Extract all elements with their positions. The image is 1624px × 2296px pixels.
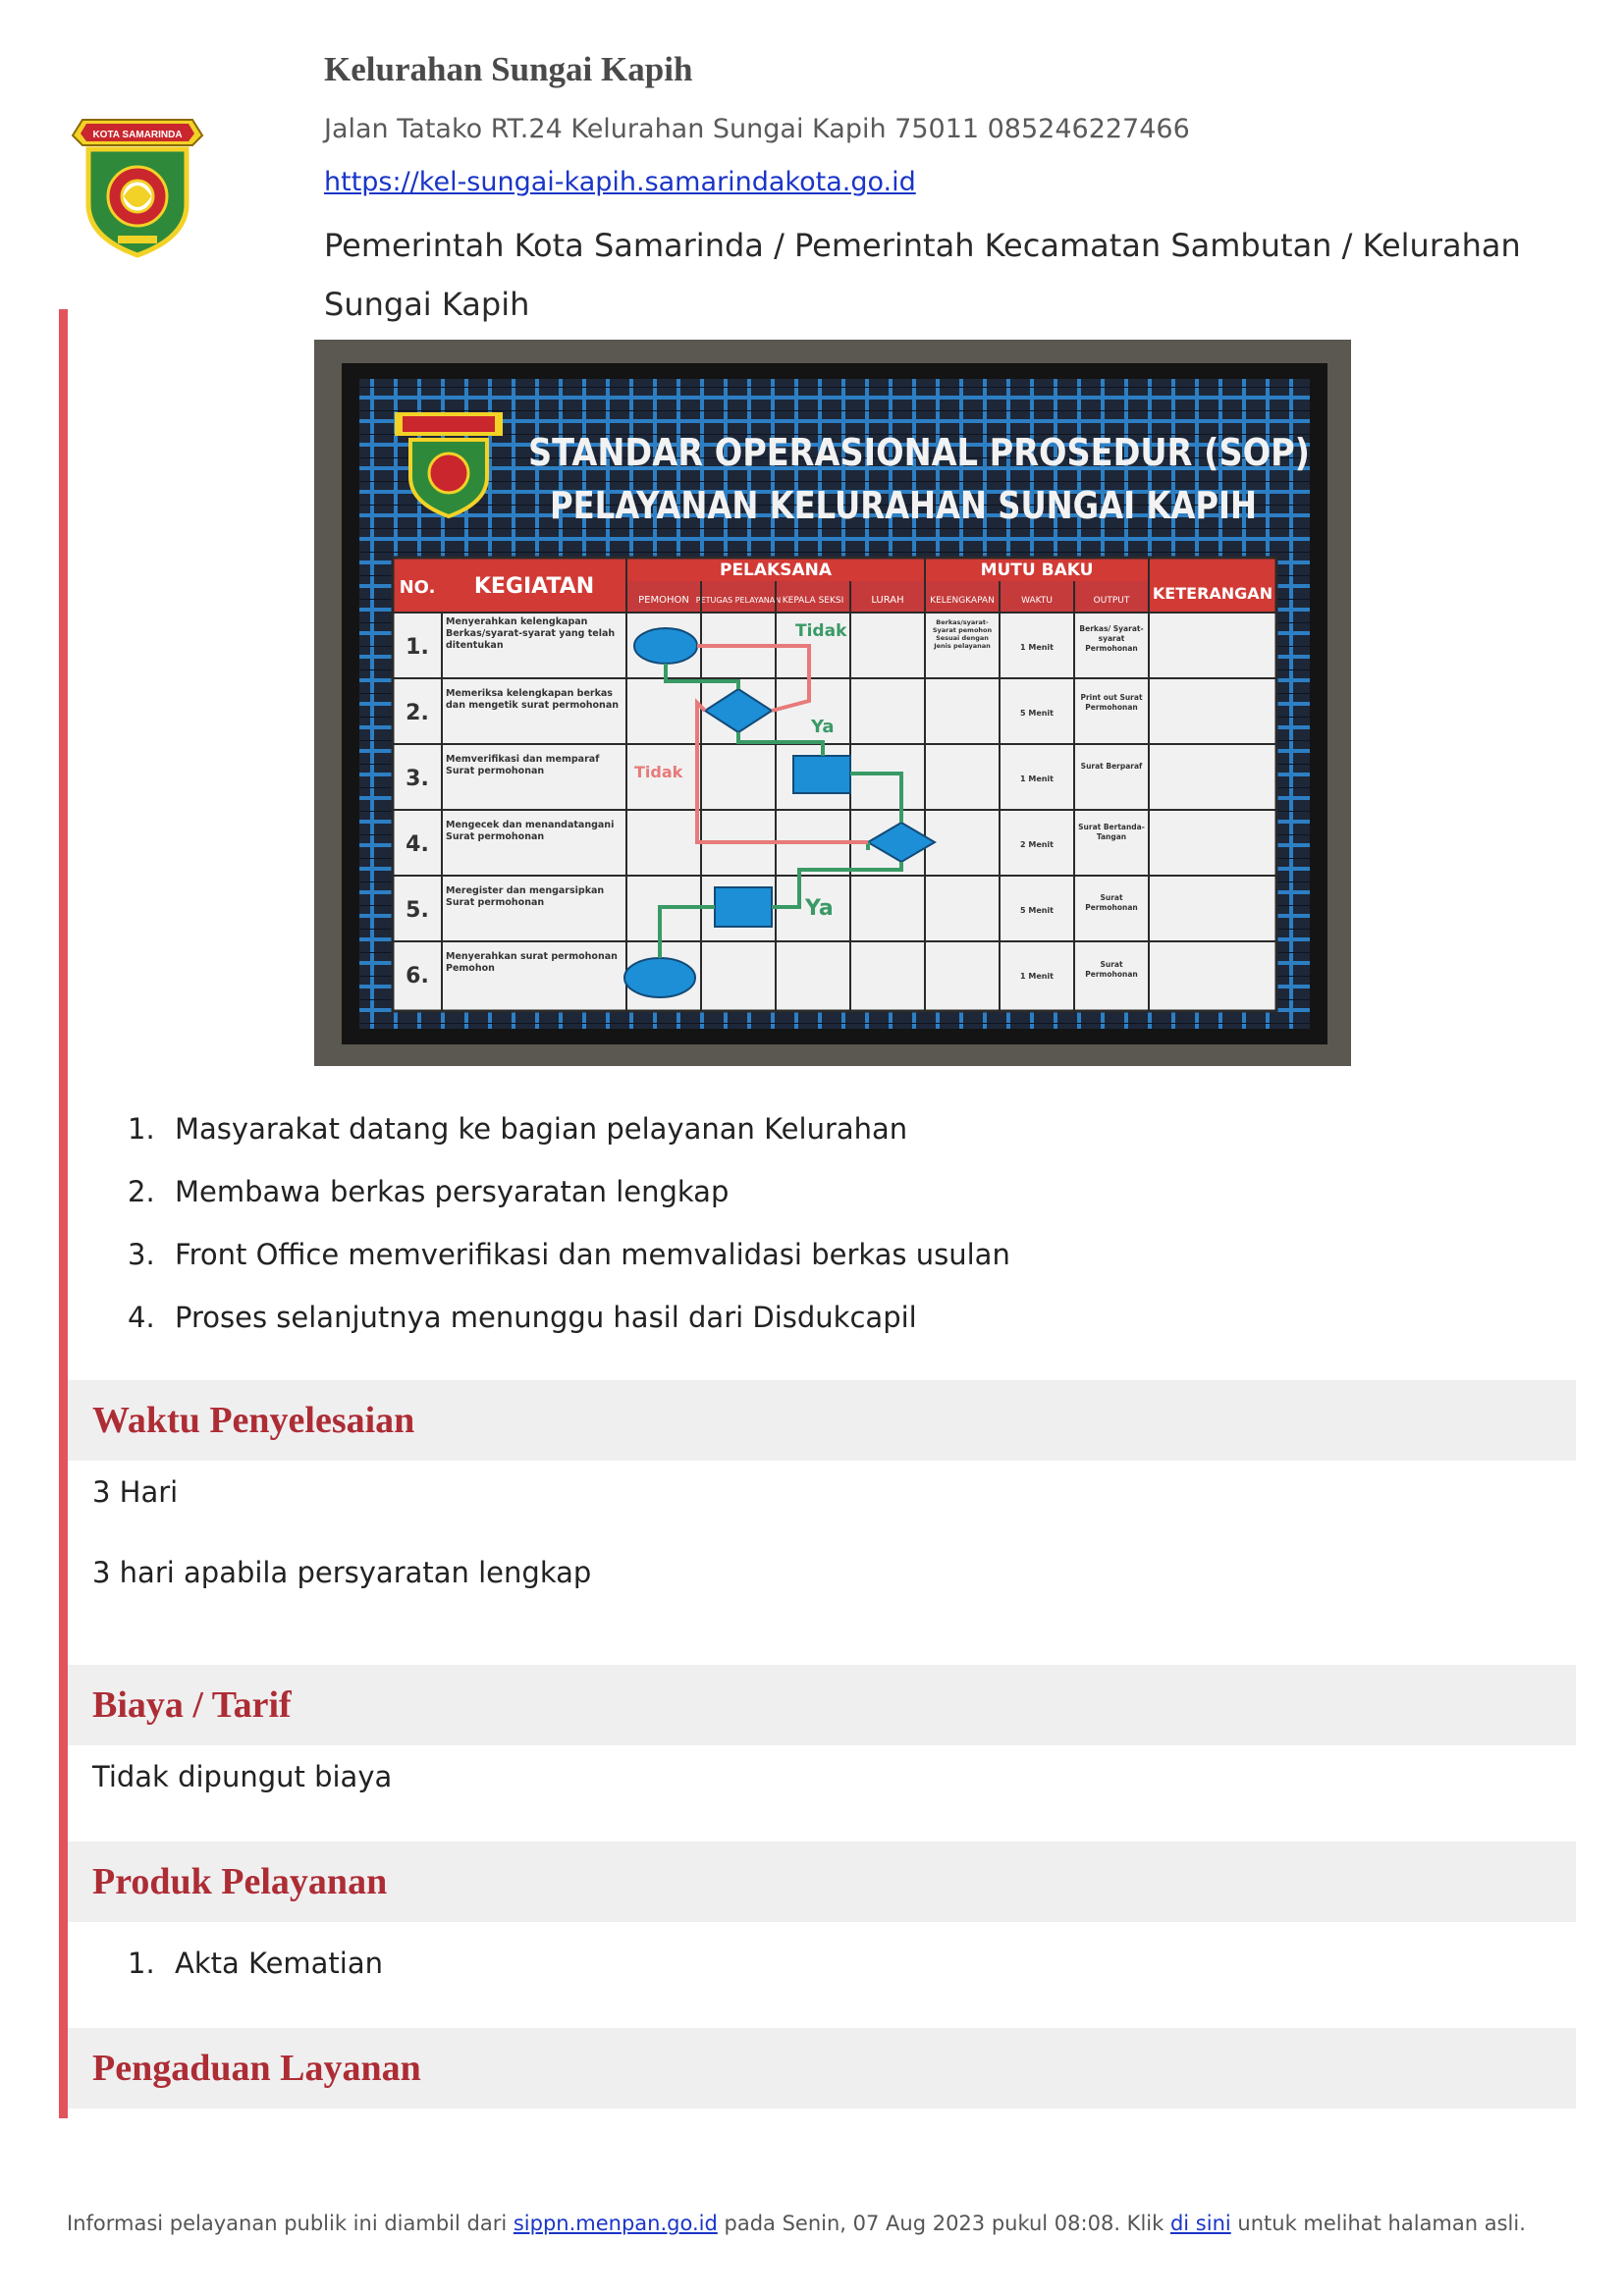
logo-banner-text: KOTA SAMARINDA [92,130,183,140]
section-waktu-title: Waktu Penyelesaian [92,1400,415,1441]
section-pengaduan-title: Pengaduan Layanan [92,2048,421,2089]
section-produk-title: Produk Pelayanan [92,1861,388,1902]
svg-text:5.: 5. [406,898,429,923]
svg-text:KETERANGAN: KETERANGAN [1152,584,1273,603]
waktu-note: 3 hari apabila persyaratan lengkap [92,1556,592,1589]
svg-text:LURAH: LURAH [871,595,904,606]
svg-text:KELENGKAPAN: KELENGKAPAN [930,596,995,606]
svg-text:1.: 1. [406,635,429,660]
svg-text:6.: 6. [406,964,429,988]
original-page-link[interactable]: di sini [1169,2212,1231,2235]
svg-text:3.: 3. [406,767,429,791]
svg-text:KEPALA SEKSI: KEPALA SEKSI [782,596,844,606]
section-biaya-header [68,1665,1576,1745]
accent-bar [59,309,68,2118]
svg-text:MUTU BAKU: MUTU BAKU [980,561,1094,580]
source-link[interactable]: sippn.menpan.go.id [513,2212,718,2235]
sop-board-image: STANDAR OPERASIONAL PROSEDUR (SOP) PELAYANAN KELURAHAN SUNGAI KAPIH NO. KEGIATAN PELAKSANA MUTU BAKU KETERANGAN PEMOHON PETUGAS PELAYANAN KEPALA SEKSI LURAH KELENGKAPAN WAKTU OUTPUT 1. 2. 3. 4. 5. 6. Menyerahkan kelengkapan Berkas/syarat-syarat yang telah ditentukan Memeriksa kelengkapan berkas dan mengetik surat permohonan Memverifikasi dan memparaf Surat permohonan Mengecek dan menandatangani Surat permohonan Meregister dan mengarsipkan Surat permohonan Menyerahkan surat permohonan Pemohon Berkas/syarat-Syarat pemohon Sesuai dengan Jenis pelayanan Berkas/ Syarat-syarat Permohonan Print out Surat Permohonan Surat Berparaf Surat Bertanda-Tangan Surat Permohonan Surat Permohonan 1 Menit 5 Menit 1 Menit 2 Menit 5 Menit 1 Menit Tidak Ya Tidak Ya [314,340,1351,1066]
svg-text:1 Menit: 1 Menit [1020,972,1054,981]
page-header [324,47,1561,334]
svg-text:5 Menit: 5 Menit [1020,709,1054,718]
svg-text:2 Menit: 2 Menit [1020,840,1054,849]
svg-text:1 Menit: 1 Menit [1020,774,1054,783]
svg-text:WAKTU: WAKTU [1021,596,1053,606]
list-item: 1. Masyarakat datang ke bagian pelayanan Kelurahan [128,1112,908,1146]
organization-hierarchy-line2: Sungai Kapih [324,286,530,323]
organization-name: Kelurahan Sungai Kapih [324,50,693,88]
svg-text:Tidak: Tidak [795,621,847,641]
kota-samarinda-emblem-icon [63,106,212,259]
svg-text:OUTPUT: OUTPUT [1093,596,1130,606]
svg-text:PETUGAS PELAYANAN: PETUGAS PELAYANAN [695,596,782,605]
svg-text:Ya: Ya [811,717,835,737]
waktu-value: 3 Hari [92,1475,179,1509]
svg-text:PELAKSANA: PELAKSANA [719,561,833,580]
board-title-line1: STANDAR OPERASIONAL PROSEDUR (SOP) [528,431,1310,474]
svg-text:2.: 2. [406,701,429,725]
biaya-value: Tidak dipungut biaya [92,1760,393,1793]
list-item: 2. Membawa berkas persyaratan lengkap [128,1175,730,1208]
organization-address: Jalan Tatako RT.24 Kelurahan Sungai Kapih 75011 085246227466 [324,114,1190,144]
svg-text:1 Menit: 1 Menit [1020,643,1054,652]
section-produk-header [68,1842,1576,1922]
section-waktu-header [68,1380,1576,1461]
list-item: 4. Proses selanjutnya menunggu hasil dari Disdukcapil [128,1301,917,1334]
svg-text:4.: 4. [406,832,429,857]
svg-text:NO.: NO. [399,577,436,598]
section-pengaduan-header [68,2028,1576,2109]
procedure-steps-list [128,1109,1010,1361]
section-biaya-title: Biaya / Tarif [92,1684,292,1726]
organization-website-link[interactable]: https://kel-sungai-kapih.samarindakota.go.id [324,167,916,197]
svg-text:PEMOHON: PEMOHON [638,595,689,606]
list-item: 3. Front Office memverifikasi dan memvalidasi berkas usulan [128,1238,1010,1271]
organization-hierarchy-line1: Pemerintah Kota Samarinda / Pemerintah Kecamatan Sambutan / Kelurahan [324,227,1521,264]
board-title-line2: PELAYANAN KELURAHAN SUNGAI KAPIH [550,484,1257,527]
list-item: 1. Akta Kematian [128,1947,384,1980]
page-footer: Informasi pelayanan publik ini diambil dari sippn.menpan.go.id pada Senin, 07 Aug 2023 pukul 08:08. Klik di sini untuk melihat halaman asli. [67,2212,1526,2235]
svg-text:Ya: Ya [805,896,834,921]
svg-text:Tidak: Tidak [634,763,683,781]
svg-text:KEGIATAN: KEGIATAN [473,574,595,599]
svg-text:5 Menit: 5 Menit [1020,906,1054,915]
